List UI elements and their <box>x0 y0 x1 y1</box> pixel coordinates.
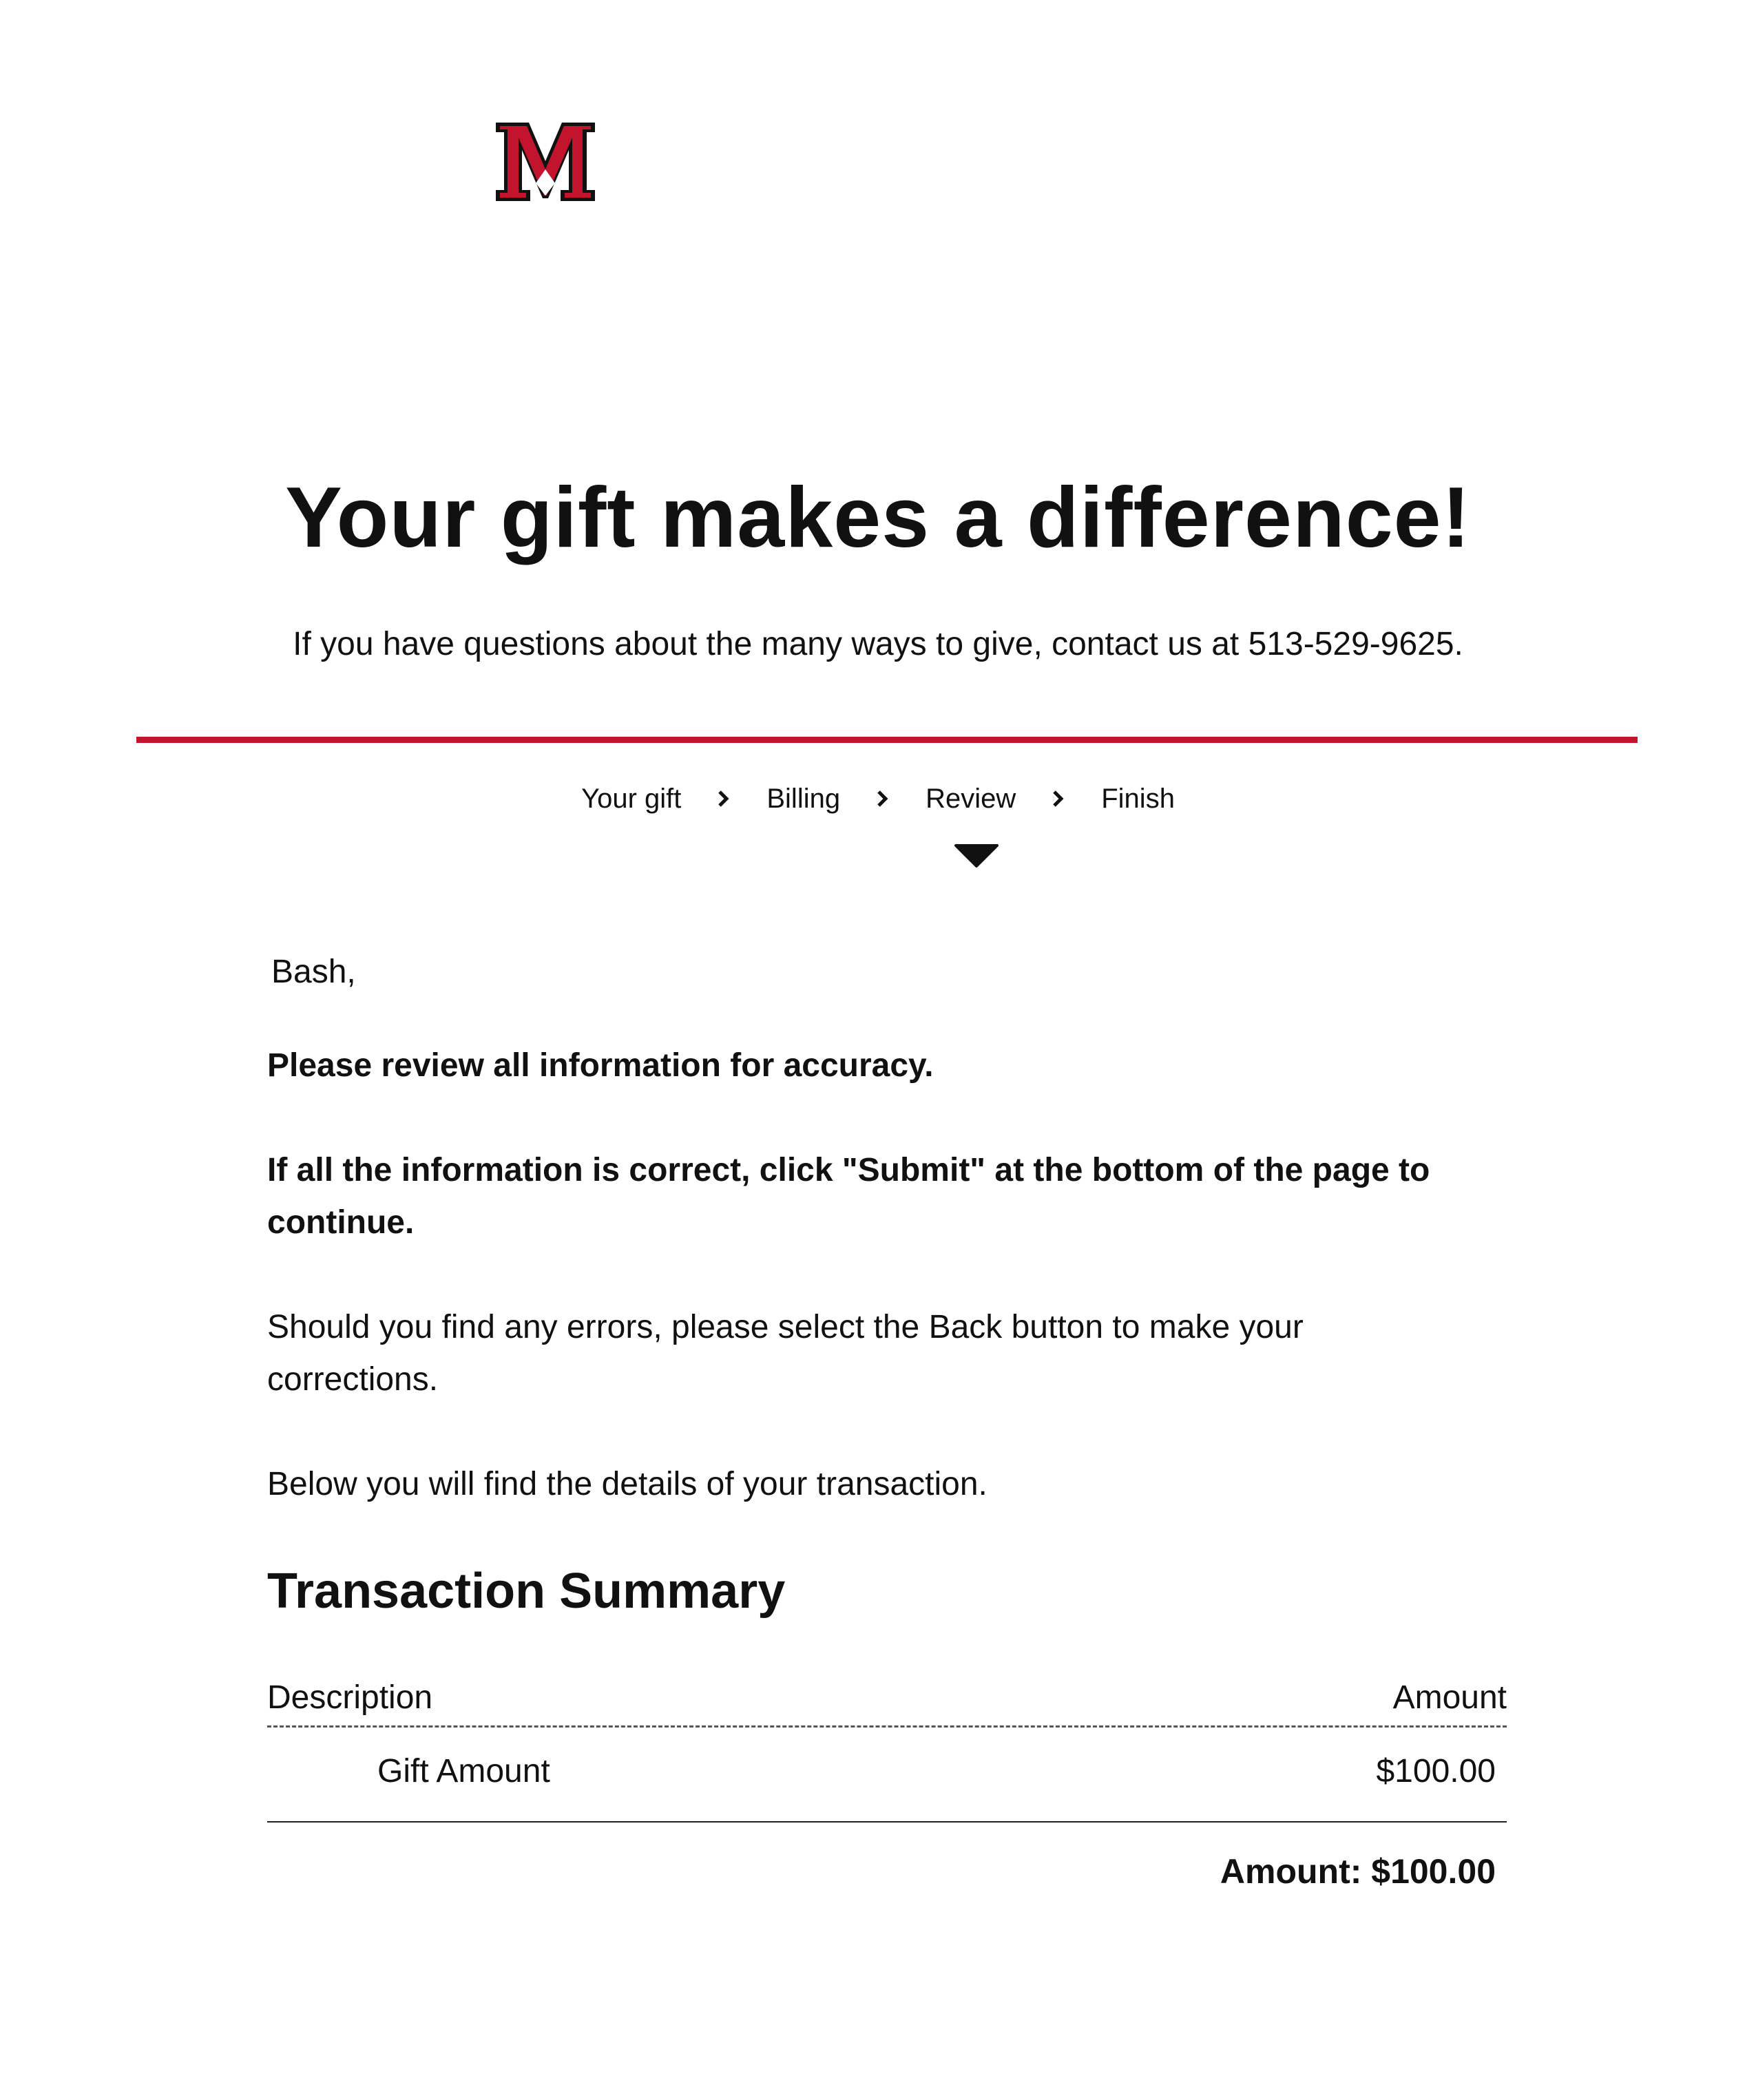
errors-notice: Should you find any errors, please select the Back button to make your corrections. <box>267 1309 1304 1398</box>
row-amount: $100.00 <box>1376 1753 1496 1789</box>
review-notice: Please review all information for accuracy. <box>267 1047 934 1084</box>
contact-subtitle: If you have questions about the many ways to give, contact us at 513-529-9625. <box>293 626 1463 662</box>
page-title: Your gift makes a difference! <box>285 470 1471 565</box>
details-notice: Below you will find the details of your transaction. <box>267 1466 987 1502</box>
step-your-gift: Your gift <box>581 783 682 814</box>
step-finish: Finish <box>1101 783 1175 814</box>
step-billing: Billing <box>766 783 841 814</box>
transaction-table <box>267 1673 1507 1823</box>
step-review: Review <box>926 783 1016 814</box>
chevron-right-icon <box>1052 788 1065 809</box>
chevron-right-icon <box>717 788 731 809</box>
submit-notice: If all the information is correct, click "Submit" at the bottom of the page to continue. <box>267 1152 1430 1241</box>
current-step-indicator-icon <box>954 843 999 868</box>
row-description: Gift Amount <box>377 1753 550 1789</box>
greeting: Bash, <box>271 954 356 990</box>
column-header-amount: Amount <box>1392 1679 1507 1716</box>
transaction-summary-heading: Transaction Summary <box>267 1564 786 1619</box>
total-amount: Amount: $100.00 <box>1220 1852 1496 1891</box>
column-header-description: Description <box>267 1679 433 1716</box>
chevron-right-icon <box>876 788 890 809</box>
checkout-steps <box>0 778 1756 819</box>
table-row <box>267 1728 1507 1823</box>
miami-m-logo-icon <box>493 121 598 204</box>
table-header <box>267 1673 1507 1728</box>
header-divider <box>136 737 1638 743</box>
